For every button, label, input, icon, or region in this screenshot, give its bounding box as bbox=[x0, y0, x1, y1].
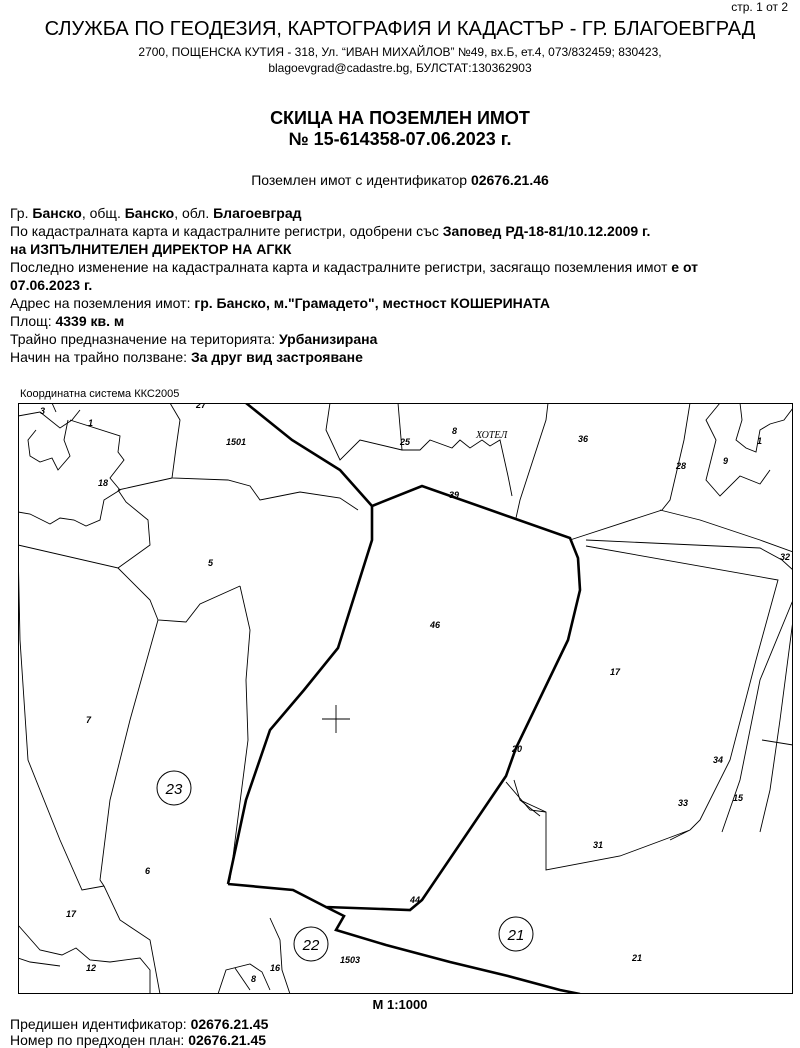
parcel-label: 32 bbox=[780, 552, 791, 562]
parcel-label: 8 bbox=[251, 974, 257, 984]
purpose-label: Трайно предназначение на територията: bbox=[10, 331, 276, 347]
parcel-label: 8 bbox=[452, 426, 458, 436]
map-scale: М 1:1000 bbox=[372, 997, 428, 1012]
region-prefix: , обл. bbox=[174, 205, 210, 221]
parcel-label: 17 bbox=[610, 667, 621, 677]
area-label: Площ: bbox=[10, 313, 52, 329]
quarter-circle-label: 22 bbox=[302, 937, 320, 954]
parcel-label: 1 bbox=[757, 436, 763, 446]
last-change-text: Последно изменение на кадастралната карта и кадастралните регистри, засягащо поземления имот bbox=[10, 259, 668, 275]
quarter-circle-label: 21 bbox=[507, 927, 525, 944]
parcel-label: 16 bbox=[270, 963, 281, 973]
parcel-label: 27 bbox=[196, 403, 207, 410]
purpose-value: Урбанизирана bbox=[278, 331, 378, 347]
approval-order: Заповед РД-18-81/10.12.2009 г. bbox=[442, 223, 651, 239]
parcel-label: 21 bbox=[632, 953, 643, 963]
quarter-circle-label: 23 bbox=[165, 781, 183, 798]
org-address-line2: blagoevgrad@cadastre.bg, БУЛСТАТ:130362903 bbox=[268, 61, 532, 75]
address-value: гр. Банско, м."Грамадето", местност КОШЕРИНАТА bbox=[194, 295, 550, 311]
approval-authority: на ИЗПЪЛНИТЕЛЕН ДИРЕКТОР НА АГКК bbox=[10, 241, 292, 257]
identifier-line bbox=[0, 172, 800, 188]
area-line bbox=[10, 312, 124, 330]
document-number: № 15-614358-07.06.2023 г. bbox=[288, 129, 512, 149]
parcel-label: 7 bbox=[86, 715, 92, 725]
previous-identifier-value: 02676.21.45 bbox=[190, 1016, 269, 1032]
previous-plan-label: Номер по предходен план: bbox=[10, 1032, 185, 1048]
hotel-label: ХОТЕЛ bbox=[476, 430, 508, 441]
parcel-label: 31 bbox=[593, 840, 604, 850]
parcel-label: 1503 bbox=[340, 955, 361, 965]
document-title: СКИЦА НА ПОЗЕМЛЕН ИМОТ bbox=[270, 108, 530, 128]
parcel-label: 9 bbox=[723, 456, 729, 466]
parcel-label: 15 bbox=[733, 793, 744, 803]
parcel-label: 6 bbox=[145, 866, 151, 876]
town-prefix: Гр. bbox=[10, 205, 29, 221]
previous-identifier-label: Предишен идентификатор: bbox=[10, 1016, 187, 1032]
parcel-label: 20 bbox=[512, 744, 523, 754]
area-value: 4339 кв. м bbox=[55, 313, 125, 329]
last-change-from: е от bbox=[671, 259, 699, 275]
usage-label: Начин на трайно ползване: bbox=[10, 349, 188, 365]
parcel-label: 46 bbox=[430, 620, 441, 630]
parcel-label: 12 bbox=[86, 963, 97, 973]
usage-line bbox=[10, 348, 363, 366]
parcel-label: 34 bbox=[713, 755, 724, 765]
identifier-value: 02676.21.46 bbox=[470, 172, 549, 188]
approval-text: По кадастралната карта и кадастралните регистри, одобрени със bbox=[10, 223, 439, 239]
parcel-label: 5 bbox=[208, 558, 214, 568]
parcel-label: 17 bbox=[66, 909, 77, 919]
parcel-label: 28 bbox=[676, 461, 687, 471]
parcel-label: 1501 bbox=[226, 437, 247, 447]
parcel-label: 33 bbox=[678, 798, 689, 808]
municipality: Банско bbox=[124, 205, 175, 221]
parcel-label: 3 bbox=[40, 406, 46, 416]
parcel-label: 18 bbox=[98, 478, 109, 488]
last-change-date: 07.06.2023 г. bbox=[10, 277, 93, 293]
parcel-label: 25 bbox=[400, 437, 411, 447]
previous-plan-line bbox=[10, 1032, 266, 1048]
last-change-line bbox=[10, 258, 698, 276]
identifier-label: Поземлен имот с идентификатор bbox=[251, 172, 468, 188]
approval-line bbox=[10, 222, 650, 240]
address-line bbox=[10, 294, 550, 312]
org-address-line1: 2700, ПОЩЕНСКА КУТИЯ - 318, Ул. “ИВАН МИХАЙЛОВ” №49, вх.Б, ет.4, 073/832459; 830423, bbox=[138, 45, 662, 59]
region: Благоевград bbox=[213, 205, 302, 221]
parcel-label: 44 bbox=[410, 895, 421, 905]
parcel-label: 39 bbox=[449, 490, 460, 500]
parcel-label: 1 bbox=[88, 418, 94, 428]
location-line bbox=[10, 204, 302, 222]
purpose-line bbox=[10, 330, 377, 348]
previous-identifier-line bbox=[10, 1016, 268, 1032]
parcel-label: 36 bbox=[578, 434, 589, 444]
town: Банско bbox=[32, 205, 82, 221]
page-number: стр. 1 от 2 bbox=[731, 0, 788, 14]
address-label: Адрес на поземления имот: bbox=[10, 295, 191, 311]
coordinate-system-label: Координатна система ККС2005 bbox=[20, 388, 180, 400]
municipality-prefix: , общ. bbox=[81, 205, 121, 221]
org-title: СЛУЖБА ПО ГЕОДЕЗИЯ, КАРТОГРАФИЯ И КАДАСТЪР - ГР. БЛАГОЕВГРАД bbox=[44, 18, 756, 40]
previous-plan-value: 02676.21.45 bbox=[188, 1032, 267, 1048]
cadastral-map bbox=[18, 403, 793, 994]
usage-value: За друг вид застрояване bbox=[190, 349, 363, 365]
